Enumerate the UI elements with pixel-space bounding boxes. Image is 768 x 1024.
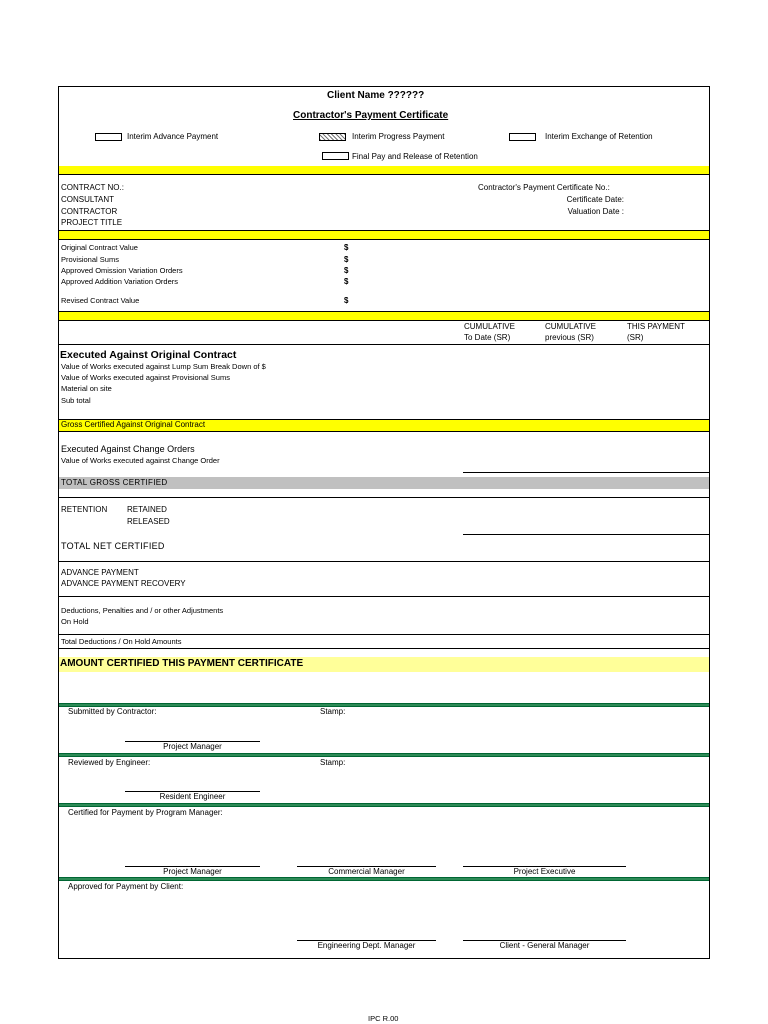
yellow-divider: [59, 231, 709, 239]
contractor-label: CONTRACTOR: [61, 207, 118, 216]
revised-contract-value-label: Revised Contract Value: [61, 296, 140, 305]
currency-symbol: $: [344, 266, 349, 275]
currency-symbol: $: [344, 255, 349, 264]
approved-label: Approved for Payment by Client:: [68, 882, 184, 891]
client-name: Client Name ??????: [327, 90, 425, 101]
revision-label: IPC R.00: [368, 1014, 399, 1023]
col-this-payment-unit: (SR): [627, 333, 644, 342]
section-divider: [59, 803, 709, 807]
stamp-label: Stamp:: [320, 758, 346, 767]
deductions-label: Deductions, Penalties and / or other Adjustments: [61, 606, 224, 615]
yellow-divider: [59, 166, 709, 174]
cert-date-label: Certificate Date:: [566, 195, 624, 204]
final-pay-label: Final Pay and Release of Retention: [352, 152, 478, 161]
final-pay-checkbox[interactable]: [322, 152, 349, 160]
consultant-label: CONSULTANT: [61, 195, 115, 204]
interim-advance-label: Interim Advance Payment: [127, 132, 219, 141]
divider: [59, 344, 709, 345]
change-orders-heading: Executed Against Change Orders: [61, 444, 195, 454]
omission-vo-label: Approved Omission Variation Orders: [61, 266, 183, 275]
released-label: RELEASED: [127, 517, 170, 526]
divider: [59, 239, 709, 240]
section-divider: [59, 703, 709, 707]
certified-label: Certified for Payment by Program Manager:: [68, 808, 223, 817]
project-manager-label: Project Manager: [163, 867, 222, 876]
section-divider: [59, 753, 709, 757]
divider: [59, 648, 709, 649]
total-gross-label: TOTAL GROSS CERTIFIED: [61, 478, 168, 487]
amount-certified-label: AMOUNT CERTIFIED THIS PAYMENT CERTIFICATE: [60, 658, 304, 669]
project-title-label: PROJECT TITLE: [61, 218, 123, 227]
client-gm-label: Client - General Manager: [499, 941, 590, 950]
divider: [59, 596, 709, 597]
provisional-works-label: Value of Works executed against Provisional Sums: [61, 373, 230, 382]
col-cumulative-to-date: CUMULATIVE: [464, 322, 515, 331]
total-deductions-label: Total Deductions / On Hold Amounts: [61, 637, 182, 646]
divider: [59, 634, 709, 635]
interim-exchange-checkbox[interactable]: [509, 133, 536, 141]
subtotal-line: [463, 534, 709, 535]
addition-vo-label: Approved Addition Variation Orders: [61, 277, 179, 286]
change-order-value-label: Value of Works executed against Change Order: [61, 456, 220, 465]
certificate-title: Contractor's Payment Certificate: [293, 110, 449, 121]
stamp-label: Stamp:: [320, 707, 346, 716]
subtotal-label: Sub total: [61, 396, 91, 405]
original-contract-value-label: Original Contract Value: [61, 243, 138, 252]
project-manager-label: Project Manager: [163, 742, 222, 751]
total-net-label: TOTAL NET CERTIFIED: [61, 541, 165, 551]
advance-recovery-label: ADVANCE PAYMENT RECOVERY: [61, 579, 186, 588]
col-cumulative-previous: CUMULATIVE: [545, 322, 596, 331]
provisional-sums-label: Provisional Sums: [61, 255, 119, 264]
currency-symbol: $: [344, 243, 349, 252]
col-cumulative-previous-unit: previous (SR): [545, 333, 594, 342]
divider: [59, 497, 709, 498]
gross-original-label: Gross Certified Against Original Contract: [61, 420, 206, 429]
material-on-site-label: Material on site: [61, 384, 112, 393]
lump-sum-label: Value of Works executed against Lump Sum Break Down of $: [61, 362, 266, 371]
eng-dept-manager-label: Engineering Dept. Manager: [317, 941, 416, 950]
resident-engineer-label: Resident Engineer: [159, 792, 226, 801]
commercial-manager-label: Commercial Manager: [328, 867, 405, 876]
divider: [59, 431, 709, 432]
contract-no-label: CONTRACT NO.:: [61, 183, 124, 192]
interim-exchange-label: Interim Exchange of Retention: [545, 132, 653, 141]
yellow-divider: [59, 312, 709, 320]
col-cumulative-to-date-unit: To Date (SR): [464, 333, 511, 342]
currency-symbol: $: [344, 296, 349, 305]
divider: [59, 174, 709, 175]
divider: [59, 320, 709, 321]
divider: [59, 561, 709, 562]
submitted-label: Submitted by Contractor:: [68, 707, 157, 716]
project-executive-label: Project Executive: [513, 867, 576, 876]
reviewed-label: Reviewed by Engineer:: [68, 758, 151, 767]
currency-symbol: $: [344, 277, 349, 286]
on-hold-label: On Hold: [61, 617, 89, 626]
retention-label: RETENTION: [61, 505, 108, 514]
section-divider: [59, 877, 709, 881]
original-contract-heading: Executed Against Original Contract: [60, 349, 237, 361]
valuation-date-label: Valuation Date :: [567, 207, 624, 216]
col-this-payment: THIS PAYMENT: [627, 322, 685, 331]
subtotal-line: [463, 472, 709, 473]
advance-payment-label: ADVANCE PAYMENT: [61, 568, 139, 577]
interim-advance-checkbox[interactable]: [95, 133, 122, 141]
retained-label: RETAINED: [127, 505, 167, 514]
cert-no-label: Contractor's Payment Certificate No.:: [478, 183, 610, 192]
interim-progress-checkbox[interactable]: [319, 133, 346, 141]
interim-progress-label: Interim Progress Payment: [352, 132, 445, 141]
